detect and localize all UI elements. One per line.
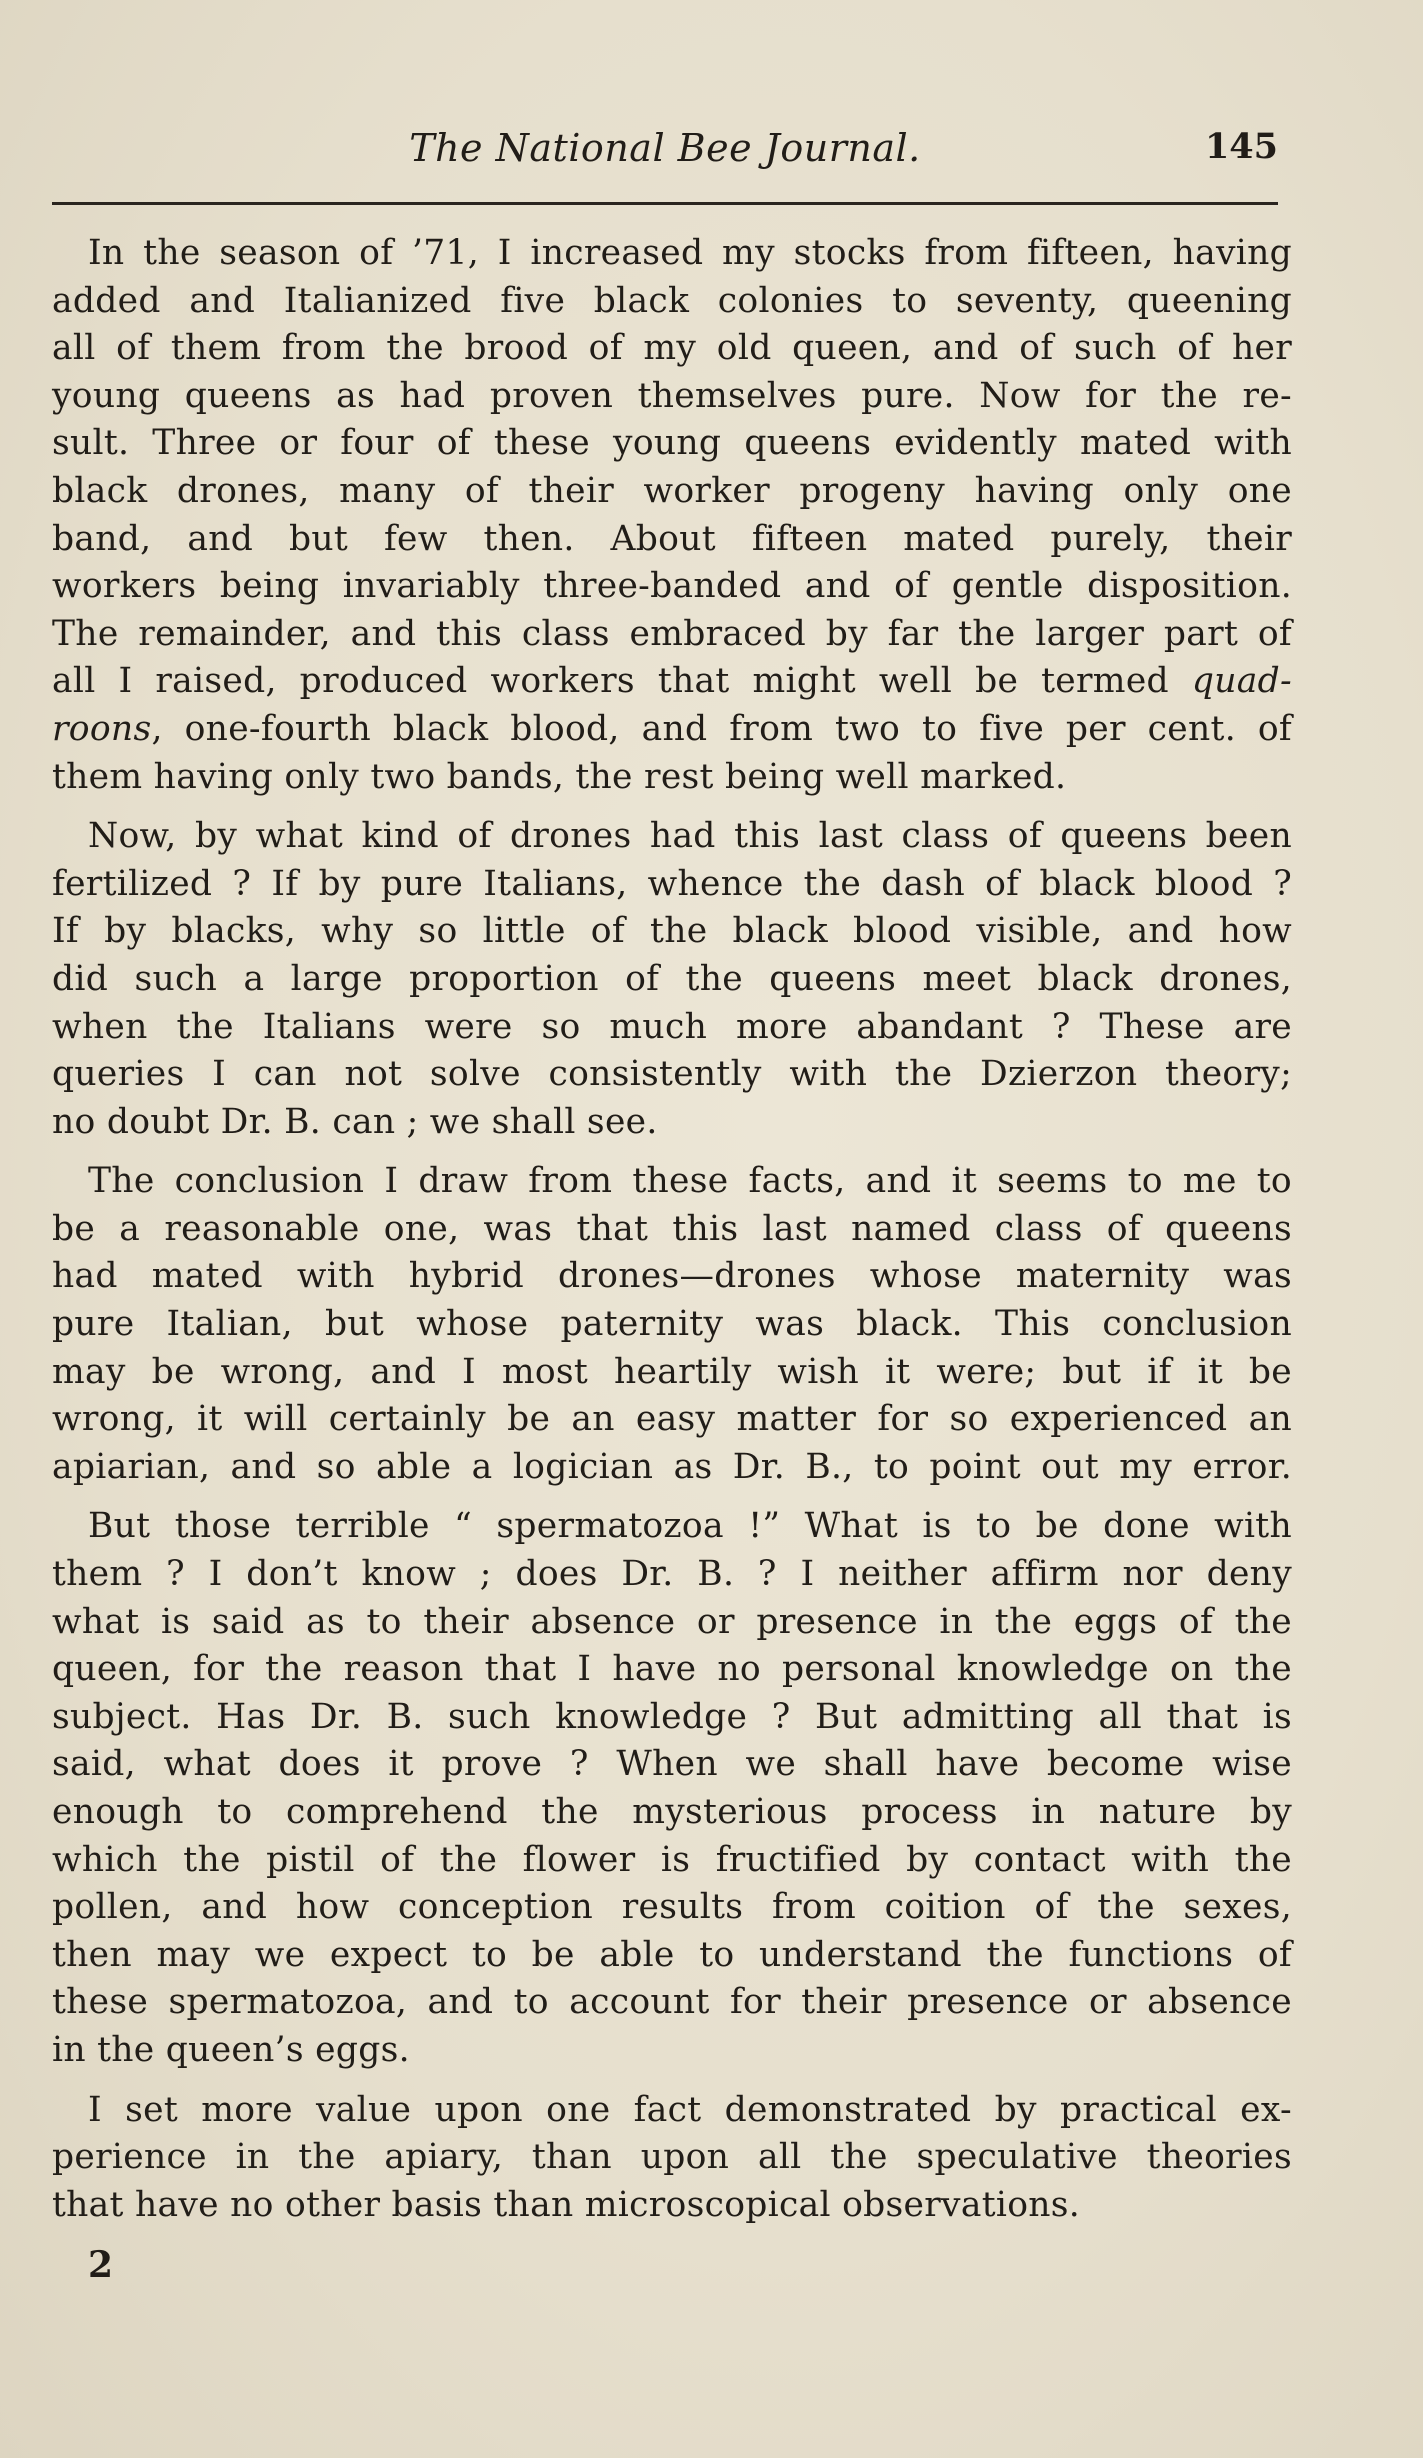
paragraph-2 xyxy=(52,813,1292,1146)
text-line: be a reasonable one, was that this last named class of queens xyxy=(52,1208,1292,1249)
text-line: wrong, it will certainly be an easy matter for so experienced an xyxy=(52,1399,1292,1440)
text-line: subject. Has Dr. B. such knowledge ? But admitting all that is xyxy=(52,1696,1292,1737)
text-line-with-italic xyxy=(52,706,1292,754)
text-line: If by blacks, why so little of the black blood visible, and how xyxy=(52,911,1292,952)
text-line: may be wrong, and I most heartily wish it were; but if it be xyxy=(52,1351,1292,1392)
italic-word: quad- xyxy=(1191,661,1292,702)
text-line: in the queen’s eggs. xyxy=(52,2029,410,2070)
text-line: sult. Three or four of these young queens evidently mated with xyxy=(52,423,1292,464)
text-line: which the pistil of the flower is fructified by contact with the xyxy=(52,1839,1292,1880)
text-line: I set more value upon one fact demonstrated by practical ex- xyxy=(88,2089,1292,2130)
text-line: did such a large proportion of the queens meet black drones, xyxy=(52,958,1292,999)
text-line: then may we expect to be able to understand the functions of xyxy=(52,1934,1292,1975)
text-line: In the season of ’71, I increased my stocks from fifteen, having xyxy=(88,233,1292,273)
text-line: no doubt Dr. B. can ; we shall see. xyxy=(52,1101,658,1142)
text-line: But those terrible “ spermatozoa !” What is to be done with xyxy=(88,1506,1292,1547)
paragraph-1 xyxy=(52,230,1292,801)
text-line: queen, for the reason that I have no personal knowledge on the xyxy=(52,1649,1292,1690)
text-line: these spermatozoa, and to account for their presence or absence xyxy=(52,1982,1292,2023)
text-line: young queens as had proven themselves pure. Now for the re- xyxy=(52,375,1292,416)
text-line: that have no other basis than microscopical observations. xyxy=(52,2184,1081,2225)
text-line: said, what does it prove ? When we shall have become wise xyxy=(52,1744,1292,1785)
text-line: fertilized ? If by pure Italians, whence the dash of black blood ? xyxy=(52,863,1292,904)
italic-word: roons xyxy=(52,708,152,749)
text-line: queries I can not solve consistently with the Dzierzon theory; xyxy=(52,1054,1292,1095)
paragraph-3 xyxy=(52,1158,1292,1491)
text-segment: , one-fourth black blood, and from two to five per cent. of xyxy=(151,708,1292,749)
text-line: what is said as to their absence or presence in the eggs of the xyxy=(52,1601,1292,1642)
text-line: black drones, many of their worker progeny having only one xyxy=(52,470,1292,511)
text-line: pollen, and how conception results from coition of the sexes, xyxy=(52,1887,1292,1928)
text-line: all of them from the brood of my old queen, and of such of her xyxy=(52,328,1292,369)
header-rule xyxy=(52,202,1278,205)
text-line-with-italic xyxy=(52,658,1292,706)
body-text xyxy=(52,230,1292,2241)
text-line: workers being invariably three-banded and of gentle disposition. xyxy=(52,566,1292,607)
text-line: The conclusion I draw from these facts, and it seems to me to xyxy=(88,1161,1292,1202)
text-line: when the Italians were so much more abandant ? These are xyxy=(52,1006,1292,1047)
page-number: 145 xyxy=(1204,126,1278,167)
text-line: The remainder, and this class embraced by far the larger part of xyxy=(52,613,1292,654)
running-title: The National Bee Journal. xyxy=(409,126,921,170)
text-line: perience in the apiary, than upon all the speculative theories xyxy=(52,2137,1292,2178)
signature-mark: 2 xyxy=(88,2244,114,2286)
paragraph-5 xyxy=(52,2087,1292,2230)
text-line: them having only two bands, the rest being well marked. xyxy=(52,756,1067,797)
text-line: had mated with hybrid drones—drones whose maternity was xyxy=(52,1256,1292,1297)
text-line: pure Italian, but whose paternity was black. This conclusion xyxy=(52,1304,1292,1345)
text-line: apiarian, and so able a logician as Dr. B., to point out my error. xyxy=(52,1446,1292,1487)
paragraph-4 xyxy=(52,1503,1292,2074)
page-header xyxy=(52,120,1278,180)
text-line: added and Italianized five black colonies to seventy, queening xyxy=(52,280,1292,321)
text-line: band, and but few then. About fifteen mated purely, their xyxy=(52,518,1292,559)
text-line: Now, by what kind of drones had this last class of queens been xyxy=(88,816,1292,857)
text-segment: all I raised, produced workers that might well be termed xyxy=(52,661,1192,702)
text-line: them ? I don’t know ; does Dr. B. ? I neither affirm nor deny xyxy=(52,1554,1292,1595)
text-line: enough to comprehend the mysterious process in nature by xyxy=(52,1792,1292,1832)
